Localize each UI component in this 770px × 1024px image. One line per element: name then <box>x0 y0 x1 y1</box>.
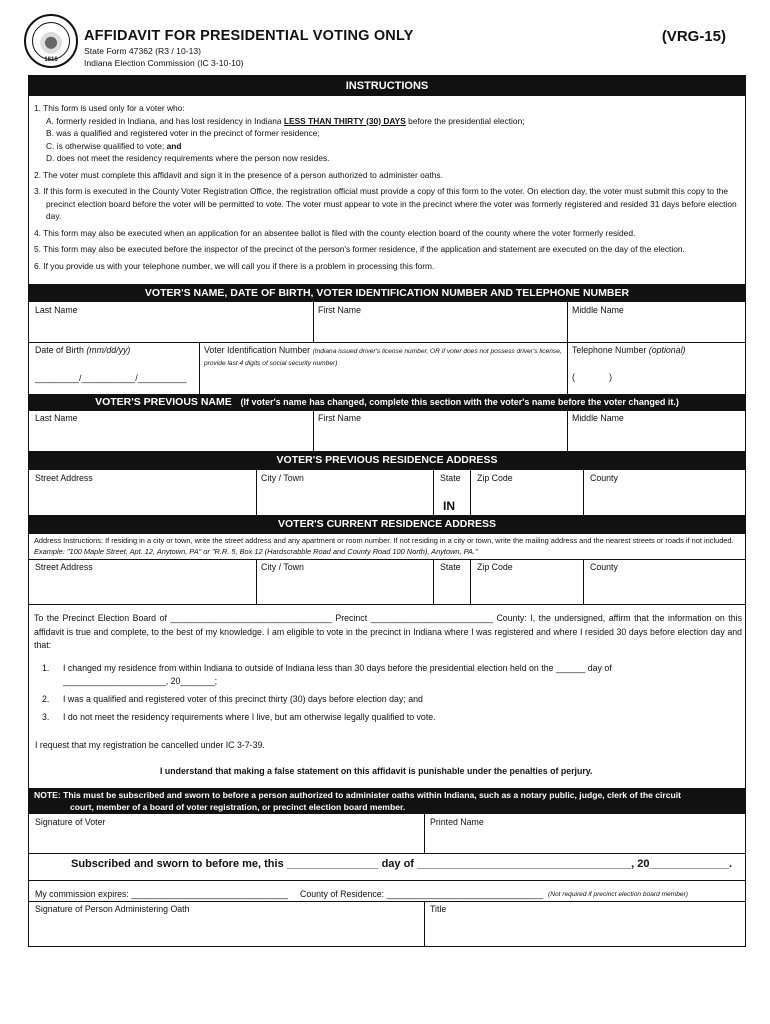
instruction-1a-emphasis: LESS THAN THIRTY (30) DAYS <box>283 115 406 126</box>
state-form-number: State Form 47362 (R3 / 10-13) <box>84 46 202 56</box>
prev-middle-name-label: Middle Name <box>572 413 624 423</box>
phone-optional: (optional) <box>648 345 686 355</box>
divider <box>256 559 257 604</box>
dob-label <box>35 345 130 355</box>
instruction-5: 5. This form may also be executed before the inspector of the precinct of the person's former residence, if the application and statement are executed on the day of the election. <box>34 244 685 254</box>
instruction-6: 6. If you provide us with your telephone number, we will call you if there is a problem in processing this form. <box>34 260 435 271</box>
instruction-1c-and: and <box>166 140 182 151</box>
middle-name-label: Middle Name <box>572 305 624 315</box>
divider <box>433 559 434 604</box>
divider <box>199 342 200 396</box>
divider <box>313 302 314 342</box>
phone-label <box>572 345 685 355</box>
divider <box>424 814 425 853</box>
phone-field[interactable]: ( ) <box>572 372 613 382</box>
previous-name-note: (If voter's name has changed, complete this section with the voter's name before the voter changed it.) <box>240 397 679 407</box>
voter-section-heading: VOTER'S NAME, DATE OF BIRTH, VOTER IDENTIFICATION NUMBER AND TELEPHONE NUMBER <box>28 284 746 302</box>
commission-expires[interactable]: My commission expires: ________________________________ <box>35 889 288 899</box>
voter-id-label-text: Voter Identification Number <box>204 345 313 355</box>
commission-reference: Indiana Election Commission (IC 3-10-10) <box>84 58 244 68</box>
address-instructions <box>34 536 744 557</box>
divider <box>313 411 314 451</box>
oath-note-line2: court, member of a board of voter registration, or precinct election board member. <box>70 802 406 812</box>
affirmation-intro: To the Precinct Election Board of _________________________________ Precinct _________________________ County: I, the undersigned, affirm that the information on this affidavit is true and complete, to the best of my knowledge. I am eligible to vote in the precinct in Indiana where I was registered and where I resided 30 days before election day and that: <box>34 613 742 650</box>
divider <box>28 604 746 605</box>
instruction-2: 2. The voter must complete this affidavit and sign it in the presence of a person authorized to administer oaths. <box>34 169 443 180</box>
divider <box>470 470 471 515</box>
cur-zip-label: Zip Code <box>477 562 513 572</box>
voter-id-note: (Indiana issued driver's license number, OR if voter does not possess driver's license, provide last 4 digits of social security number) <box>204 348 562 367</box>
divider <box>583 559 584 604</box>
printed-name-label[interactable]: Printed Name <box>430 817 484 827</box>
title-label[interactable]: Title <box>430 904 447 914</box>
instructions-heading: INSTRUCTIONS <box>28 76 746 96</box>
instruction-1c <box>34 140 742 153</box>
divider <box>567 411 568 451</box>
prev-street-label: Street Address <box>35 473 93 483</box>
phone-label-text: Telephone Number <box>572 345 649 355</box>
previous-address-heading: VOTER'S PREVIOUS RESIDENCE ADDRESS <box>28 451 746 470</box>
address-example: Example: "100 Maple Street, Apt. 12, Anytown, PA" or "R.R. 5, Box 12 (Hardscrabble Road and County Road 100 North), Anytown, PA." <box>34 546 478 556</box>
instruction-3: 3. If this form is executed in the County Voter Registration Office, the registration official must provide a copy of this form to the voter. On election day, the voter must submit this copy to the precinct election board before the voter will be permitted to vote. The voter must appear to vote in the precinct where the voter was formerly registered and resided 31 days before election day. <box>34 186 737 221</box>
previous-name-heading <box>28 394 746 411</box>
dob-field[interactable]: _________/___________/__________ <box>35 373 187 383</box>
instruction-1a-end: before the presidential election; <box>405 115 525 126</box>
cur-state-label: State <box>440 562 461 572</box>
instruction-1c-text: C. is otherwise qualified to vote; <box>46 140 167 151</box>
dob-label-text: Date of Birth <box>35 345 87 355</box>
cancel-request: I request that my registration be cancelled under IC 3-7-39. <box>35 740 265 750</box>
prev-city-label: City / Town <box>261 473 304 483</box>
divider <box>470 559 471 604</box>
divider <box>28 901 746 902</box>
affirmation-3-num: 3. <box>42 712 50 722</box>
affirmation-1-date: _____________________, 20_______; <box>63 676 218 686</box>
oath-note <box>28 788 746 814</box>
divider <box>256 470 257 515</box>
prev-state-value: IN <box>443 499 455 513</box>
affirmation-2-num: 2. <box>42 694 50 704</box>
affirmation-2: I was a qualified and registered voter of this precinct thirty (30) days before election day; and <box>63 694 423 704</box>
instruction-4: 4. This form may also be executed when an application for an absentee ballot is filed with the county election board of the county where the voter formerly resided. <box>34 227 636 238</box>
prev-last-name-label: Last Name <box>35 413 78 423</box>
cur-county-label: County <box>590 562 618 572</box>
prev-state-label: State <box>440 473 461 483</box>
instruction-1a-text: A. formerly resided in Indiana, and has lost residency in Indiana <box>46 115 284 126</box>
divider <box>424 901 425 947</box>
address-instructions-text: Address Instructions: If residing in a city or town, write the street address and any apartment or room number. If not residing in a city or town, write the mailing address and the nearest streets or roads if not included. <box>34 536 734 545</box>
divider <box>28 880 746 881</box>
divider <box>583 470 584 515</box>
instructions-list <box>34 102 742 272</box>
prev-county-label: County <box>590 473 618 483</box>
affirmation-1: I changed my residence from within Indiana to outside of Indiana less than 30 days before the presidential election held on the ______ day of <box>63 663 612 673</box>
instruction-1: 1. This form is used only for a voter who: <box>34 103 185 113</box>
dob-format: (mm/dd/yy) <box>86 345 131 355</box>
divider <box>28 853 746 854</box>
affirmation-3: I do not meet the residency requirements where I live, but am otherwise legally qualified to vote. <box>63 712 436 722</box>
county-of-residence[interactable]: County of Residence: ________________________________ <box>300 889 544 899</box>
divider <box>28 559 746 560</box>
first-name-label: First Name <box>318 305 362 315</box>
divider <box>28 342 746 343</box>
seal-emblem <box>32 22 70 60</box>
perjury-statement: I understand that making a false statement on this affidavit is punishable under the penalties of perjury. <box>160 766 593 776</box>
county-residence-note: (Not required if precinct election board member) <box>548 891 688 898</box>
voter-signature-label[interactable]: Signature of Voter <box>35 817 106 827</box>
previous-name-title: VOTER'S PREVIOUS NAME <box>95 396 232 408</box>
prev-first-name-label: First Name <box>318 413 362 423</box>
form-code: (VRG-15) <box>661 28 726 45</box>
form-title: AFFIDAVIT FOR PRESIDENTIAL VOTING ONLY <box>84 28 414 44</box>
instruction-1d: D. does not meet the residency requirements where the person now resides. <box>46 153 330 163</box>
divider <box>433 470 434 515</box>
affirmation-1-num: 1. <box>42 663 50 673</box>
oath-note-line1: NOTE: This must be subscribed and sworn to before a person authorized to administer oaths within Indiana, such as a notary public, judge, clerk of the circuit <box>34 790 682 800</box>
cur-street-label: Street Address <box>35 562 93 572</box>
sworn-statement: Subscribed and sworn to before me, this _______________ day of ___________________________________, 20_____________. <box>71 858 733 870</box>
instruction-1b: B. was a qualified and registered voter in the precinct of former residence; <box>46 128 320 138</box>
admin-signature-label[interactable]: Signature of Person Administering Oath <box>35 904 190 914</box>
state-seal <box>24 14 78 68</box>
seal-year: 1816 <box>44 57 58 63</box>
last-name-label: Last Name <box>35 305 78 315</box>
current-address-heading: VOTER'S CURRENT RESIDENCE ADDRESS <box>28 515 746 534</box>
prev-zip-label: Zip Code <box>477 473 513 483</box>
instruction-1a <box>34 115 742 128</box>
divider <box>567 302 568 396</box>
cur-city-label: City / Town <box>261 562 304 572</box>
voter-id-label[interactable] <box>204 345 564 369</box>
